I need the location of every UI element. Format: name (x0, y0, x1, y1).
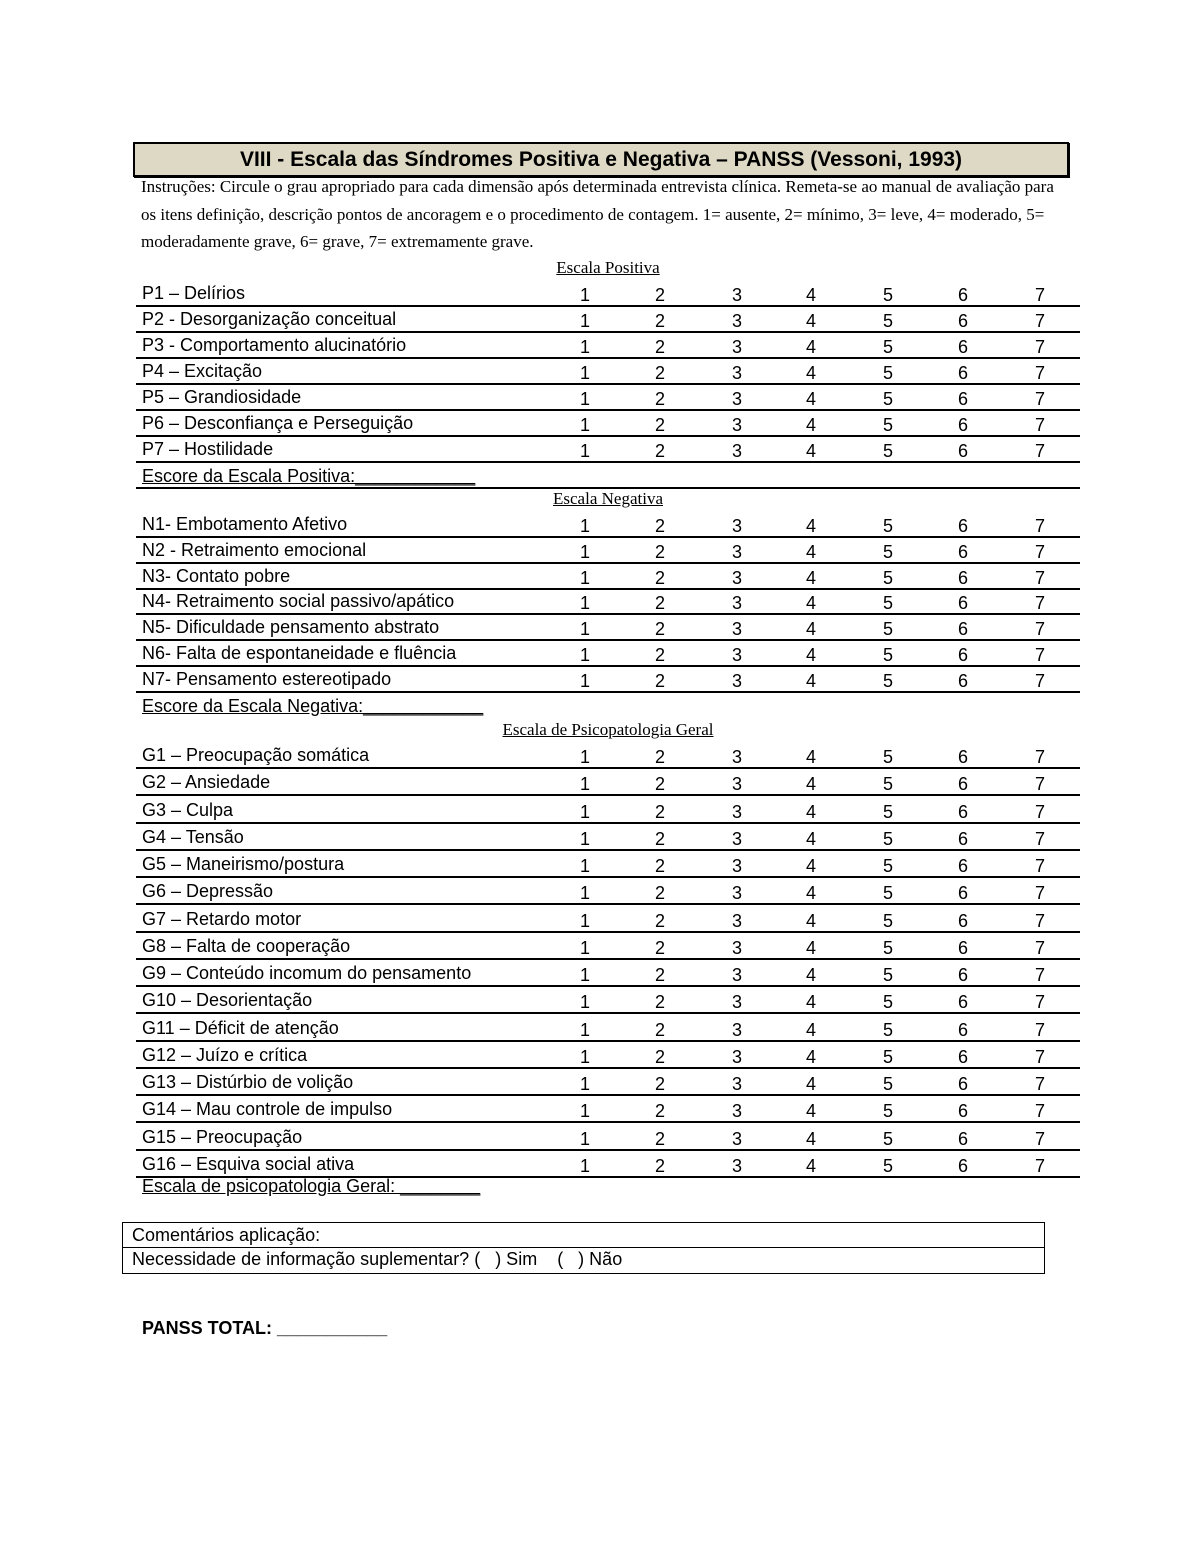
general-item-row (136, 1016, 1080, 1042)
negative-item-row (136, 538, 1080, 564)
rating-option-3[interactable]: 3 (731, 828, 742, 849)
item-label: G2 – Ansiedade (142, 772, 271, 793)
item-label: G4 – Tensão (142, 826, 244, 847)
positive-item-row (136, 437, 1080, 463)
item-label: G15 – Preocupação (142, 1126, 303, 1147)
rating-option-3[interactable]: 3 (731, 645, 742, 665)
general-item-row (136, 1070, 1080, 1096)
item-label: G1 – Preocupação somática (142, 745, 370, 765)
general-item-row (136, 934, 1080, 960)
rating-option-3[interactable]: 3 (731, 937, 742, 958)
rating-option-7[interactable]: 7 (1034, 567, 1045, 588)
general-item-row (136, 907, 1080, 933)
rating-option-1[interactable]: 1 (579, 747, 590, 767)
rating-option-3[interactable]: 3 (731, 389, 742, 409)
rating-option-6[interactable]: 6 (957, 619, 968, 640)
rating-option-2[interactable]: 2 (654, 910, 665, 931)
rating-option-1[interactable]: 1 (579, 1128, 590, 1149)
rating-option-6[interactable]: 6 (957, 441, 968, 461)
rating-option-3[interactable]: 3 (731, 992, 742, 1013)
rating-option-3[interactable]: 3 (731, 619, 742, 640)
item-label: P2 - Desorganização conceitual (142, 309, 397, 329)
rating-option-1[interactable]: 1 (579, 1019, 590, 1040)
rating-option-3[interactable]: 3 (731, 311, 742, 331)
item-label: P3 - Comportamento alucinatório (142, 335, 407, 355)
rating-option-5[interactable]: 5 (882, 285, 893, 305)
rating-option-4[interactable]: 4 (805, 883, 816, 904)
rating-option-4[interactable]: 4 (805, 1155, 816, 1176)
rating-option-2[interactable]: 2 (654, 516, 665, 536)
rating-option-4[interactable]: 4 (805, 363, 816, 383)
comments-box (122, 1222, 1045, 1274)
rating-option-3[interactable]: 3 (731, 541, 742, 562)
rating-option-6[interactable]: 6 (957, 774, 968, 795)
rating-option-4[interactable]: 4 (805, 415, 816, 435)
rating-option-6[interactable]: 6 (957, 285, 968, 305)
rating-option-6[interactable]: 6 (957, 910, 968, 931)
rating-option-2[interactable]: 2 (654, 1046, 665, 1067)
rating-option-1[interactable]: 1 (579, 389, 590, 409)
rating-option-1[interactable]: 1 (579, 965, 590, 985)
rating-option-6[interactable]: 6 (957, 541, 968, 562)
item-label: G12 – Juízo e crítica (142, 1044, 308, 1065)
general-item-row (136, 1125, 1080, 1151)
rating-option-4[interactable]: 4 (805, 541, 816, 562)
rating-option-1[interactable]: 1 (579, 516, 590, 536)
rating-option-1[interactable]: 1 (579, 285, 590, 305)
rating-option-1[interactable]: 1 (579, 593, 590, 614)
rating-option-2[interactable]: 2 (654, 337, 665, 357)
rating-option-5[interactable]: 5 (882, 828, 893, 849)
rating-option-2[interactable]: 2 (654, 828, 665, 849)
rating-option-1[interactable]: 1 (579, 363, 590, 383)
rating-option-4[interactable]: 4 (805, 965, 816, 985)
item-label: G9 – Conteúdo incomum do pensamento (142, 963, 472, 983)
form-title: VIII - Escala das Síndromes Positiva e Negativa – PANSS (Vessoni, 1993) (133, 142, 1069, 177)
rating-option-7[interactable]: 7 (1034, 415, 1045, 435)
rating-option-3[interactable]: 3 (731, 593, 742, 614)
item-label: N1- Embotamento Afetivo (142, 514, 348, 534)
rating-option-5[interactable]: 5 (882, 415, 893, 435)
rating-option-2[interactable]: 2 (654, 567, 665, 588)
rating-option-7[interactable]: 7 (1034, 1101, 1045, 1122)
rating-option-6[interactable]: 6 (957, 567, 968, 588)
rating-option-7[interactable]: 7 (1034, 441, 1045, 461)
rating-option-2[interactable]: 2 (654, 801, 665, 822)
general-item-row (136, 1043, 1080, 1069)
item-label: N6- Falta de espontaneidade e fluência (142, 643, 457, 663)
rating-option-5[interactable]: 5 (882, 593, 893, 614)
positive-item-row (136, 333, 1080, 359)
rating-option-7[interactable]: 7 (1034, 937, 1045, 958)
rating-option-5[interactable]: 5 (882, 883, 893, 904)
negative-item-row (136, 641, 1080, 667)
rating-option-4[interactable]: 4 (805, 747, 816, 767)
rating-option-2[interactable]: 2 (654, 363, 665, 383)
rating-option-5[interactable]: 5 (882, 311, 893, 331)
rating-option-3[interactable]: 3 (731, 910, 742, 931)
rating-option-4[interactable]: 4 (805, 619, 816, 640)
general-section-title: Escala de Psicopatologia Geral (502, 720, 714, 739)
rating-option-6[interactable]: 6 (957, 516, 968, 536)
rating-option-3[interactable]: 3 (731, 1101, 742, 1122)
general-item-row (136, 879, 1080, 905)
rating-option-2[interactable]: 2 (654, 1128, 665, 1149)
rating-option-5[interactable]: 5 (882, 774, 893, 795)
rating-option-1[interactable]: 1 (579, 1074, 590, 1094)
rating-option-3[interactable]: 3 (731, 285, 742, 305)
rating-option-1[interactable]: 1 (579, 337, 590, 357)
rating-option-4[interactable]: 4 (805, 937, 816, 958)
rating-option-4[interactable]: 4 (805, 337, 816, 357)
negative-score-row (136, 694, 1080, 717)
rating-option-6[interactable]: 6 (957, 415, 968, 435)
rating-option-6[interactable]: 6 (957, 1128, 968, 1149)
general-item-row (136, 961, 1080, 987)
rating-option-6[interactable]: 6 (957, 747, 968, 767)
rating-option-6[interactable]: 6 (957, 1046, 968, 1067)
rating-option-3[interactable]: 3 (731, 337, 742, 357)
rating-option-5[interactable]: 5 (882, 567, 893, 588)
rating-option-3[interactable]: 3 (731, 1155, 742, 1176)
rating-option-6[interactable]: 6 (957, 1019, 968, 1040)
rating-option-1[interactable]: 1 (579, 774, 590, 795)
rating-option-3[interactable]: 3 (731, 1074, 742, 1094)
item-label: G11 – Déficit de atenção (142, 1017, 339, 1038)
item-label: G10 – Desorientação (142, 990, 313, 1011)
rating-option-5[interactable]: 5 (882, 441, 893, 461)
item-label: P5 – Grandiosidade (142, 387, 302, 407)
rating-option-5[interactable]: 5 (882, 516, 893, 536)
positive-score-label[interactable]: Escore da Escala Positiva:____________ (142, 466, 476, 486)
rating-option-1[interactable]: 1 (579, 645, 590, 665)
item-label: P1 – Delírios (142, 283, 246, 303)
negative-item-row (136, 512, 1080, 538)
rating-option-1[interactable]: 1 (579, 883, 590, 904)
rating-option-6[interactable]: 6 (957, 1155, 968, 1176)
rating-option-7[interactable]: 7 (1034, 828, 1045, 849)
rating-option-2[interactable]: 2 (654, 415, 665, 435)
rating-option-5[interactable]: 5 (882, 801, 893, 822)
rating-option-4[interactable]: 4 (805, 828, 816, 849)
general-item-row (136, 988, 1080, 1014)
positive-item-row (136, 281, 1080, 307)
rating-option-7[interactable]: 7 (1034, 1155, 1045, 1176)
rating-option-1[interactable]: 1 (579, 441, 590, 461)
rating-option-2[interactable]: 2 (654, 389, 665, 409)
rating-option-4[interactable]: 4 (805, 1046, 816, 1067)
item-label: N3- Contato pobre (142, 565, 291, 586)
item-label: G6 – Depressão (142, 881, 274, 902)
rating-option-6[interactable]: 6 (957, 363, 968, 383)
positive-item-row (136, 411, 1080, 437)
rating-option-2[interactable]: 2 (654, 856, 665, 876)
rating-option-7[interactable]: 7 (1034, 363, 1045, 383)
positive-item-row (136, 359, 1080, 385)
rating-option-1[interactable]: 1 (579, 415, 590, 435)
general-item-row (136, 743, 1080, 769)
rating-option-1[interactable]: 1 (579, 801, 590, 822)
general-item-row (136, 825, 1080, 851)
rating-option-5[interactable]: 5 (882, 1019, 893, 1040)
rating-option-4[interactable]: 4 (805, 1101, 816, 1122)
rating-option-6[interactable]: 6 (957, 856, 968, 876)
rating-option-2[interactable]: 2 (654, 883, 665, 904)
rating-option-3[interactable]: 3 (731, 516, 742, 536)
rating-option-7[interactable]: 7 (1034, 1074, 1045, 1094)
rating-option-4[interactable]: 4 (805, 910, 816, 931)
rating-option-2[interactable]: 2 (654, 645, 665, 665)
rating-option-6[interactable]: 6 (957, 965, 968, 985)
rating-option-1[interactable]: 1 (579, 541, 590, 562)
rating-option-2[interactable]: 2 (654, 1019, 665, 1040)
rating-option-3[interactable]: 3 (731, 965, 742, 985)
general-item-row (136, 798, 1080, 824)
rating-option-4[interactable]: 4 (805, 285, 816, 305)
rating-option-2[interactable]: 2 (654, 1101, 665, 1122)
rating-option-7[interactable]: 7 (1034, 619, 1045, 640)
rating-option-2[interactable]: 2 (654, 747, 665, 767)
rating-option-5[interactable]: 5 (882, 645, 893, 665)
rating-option-7[interactable]: 7 (1034, 1128, 1045, 1149)
rating-option-1[interactable]: 1 (579, 992, 590, 1013)
rating-option-1[interactable]: 1 (579, 828, 590, 849)
rating-option-5[interactable]: 5 (882, 363, 893, 383)
rating-option-2[interactable]: 2 (654, 441, 665, 461)
positive-section-title: Escala Positiva (556, 258, 660, 277)
negative-item-row (136, 615, 1080, 641)
rating-option-4[interactable]: 4 (805, 774, 816, 795)
rating-option-4[interactable]: 4 (805, 992, 816, 1013)
rating-option-1[interactable]: 1 (579, 1101, 590, 1122)
rating-option-7[interactable]: 7 (1034, 541, 1045, 562)
rating-option-7[interactable]: 7 (1034, 1046, 1045, 1067)
rating-option-5[interactable]: 5 (882, 1101, 893, 1122)
item-label: G13 – Distúrbio de volição (142, 1072, 354, 1092)
item-label: G16 – Esquiva social ativa (142, 1153, 355, 1174)
rating-option-3[interactable]: 3 (731, 1128, 742, 1149)
rating-option-1[interactable]: 1 (579, 567, 590, 588)
rating-option-2[interactable]: 2 (654, 774, 665, 795)
rating-option-2[interactable]: 2 (654, 593, 665, 614)
rating-option-5[interactable]: 5 (882, 1155, 893, 1176)
rating-option-7[interactable]: 7 (1034, 883, 1045, 904)
rating-option-6[interactable]: 6 (957, 937, 968, 958)
rating-option-4[interactable]: 4 (805, 389, 816, 409)
rating-option-4[interactable]: 4 (805, 1019, 816, 1040)
rating-option-7[interactable]: 7 (1034, 856, 1045, 876)
rating-option-7[interactable]: 7 (1034, 516, 1045, 536)
rating-option-7[interactable]: 7 (1034, 801, 1045, 822)
rating-option-2[interactable]: 2 (654, 992, 665, 1013)
item-label: G3 – Culpa (142, 799, 234, 820)
general-score-label[interactable]: Escala de psicopatologia Geral: ________ (142, 1176, 481, 1196)
negative-item-row (136, 564, 1080, 590)
comments-label: Comentários aplicação: (132, 1225, 321, 1245)
rating-option-5[interactable]: 5 (882, 856, 893, 876)
rating-option-3[interactable]: 3 (731, 415, 742, 435)
rating-option-6[interactable]: 6 (957, 389, 968, 409)
rating-option-7[interactable]: 7 (1034, 389, 1045, 409)
rating-option-5[interactable]: 5 (882, 992, 893, 1013)
positive-score-row (136, 464, 1080, 489)
rating-option-3[interactable]: 3 (731, 1046, 742, 1067)
comments-divider (123, 1247, 1044, 1248)
general-item-row (136, 852, 1080, 878)
rating-option-6[interactable]: 6 (957, 337, 968, 357)
rating-option-7[interactable]: 7 (1034, 992, 1045, 1013)
rating-option-6[interactable]: 6 (957, 883, 968, 904)
rating-option-6[interactable]: 6 (957, 1074, 968, 1094)
negative-score-label[interactable]: Escore da Escala Negativa:____________ (142, 696, 484, 716)
rating-option-7[interactable]: 7 (1034, 285, 1045, 305)
item-label: G14 – Mau controle de impulso (142, 1099, 393, 1120)
rating-option-5[interactable]: 5 (882, 1128, 893, 1149)
rating-option-4[interactable]: 4 (805, 516, 816, 536)
rating-option-1[interactable]: 1 (579, 937, 590, 958)
item-label: N7- Pensamento estereotipado (142, 668, 392, 689)
rating-option-7[interactable]: 7 (1034, 670, 1045, 691)
item-label: N2 - Retraimento emocional (142, 539, 367, 560)
rating-option-4[interactable]: 4 (805, 670, 816, 691)
rating-option-5[interactable]: 5 (882, 937, 893, 958)
general-item-row (136, 1097, 1080, 1123)
rating-option-6[interactable]: 6 (957, 828, 968, 849)
item-label: G5 – Maneirismo/postura (142, 854, 345, 874)
item-label: N5- Dificuldade pensamento abstrato (142, 617, 440, 638)
rating-option-7[interactable]: 7 (1034, 1019, 1045, 1040)
item-label: P6 – Desconfiança e Perseguição (142, 413, 414, 433)
rating-option-2[interactable]: 2 (654, 965, 665, 985)
rating-option-3[interactable]: 3 (731, 363, 742, 383)
supplementary-info-question: Necessidade de informação suplementar? ( ) Sim ( ) Não (132, 1249, 623, 1269)
negative-item-row (136, 667, 1080, 693)
rating-option-3[interactable]: 3 (731, 747, 742, 767)
rating-option-2[interactable]: 2 (654, 670, 665, 691)
rating-option-7[interactable]: 7 (1034, 593, 1045, 614)
rating-option-5[interactable]: 5 (882, 337, 893, 357)
negative-section-title: Escala Negativa (553, 489, 663, 508)
rating-option-6[interactable]: 6 (957, 992, 968, 1013)
negative-item-row (136, 589, 1080, 615)
rating-option-2[interactable]: 2 (654, 541, 665, 562)
item-label: G8 – Falta de cooperação (142, 935, 351, 956)
positive-item-row (136, 385, 1080, 411)
rating-option-3[interactable]: 3 (731, 670, 742, 691)
rating-option-5[interactable]: 5 (882, 1046, 893, 1067)
rating-option-4[interactable]: 4 (805, 856, 816, 876)
rating-option-3[interactable]: 3 (731, 774, 742, 795)
rating-option-2[interactable]: 2 (654, 619, 665, 640)
rating-option-1[interactable]: 1 (579, 1155, 590, 1176)
general-item-row (136, 770, 1080, 796)
general-score-row (136, 1174, 1080, 1197)
rating-option-2[interactable]: 2 (654, 285, 665, 305)
rating-option-4[interactable]: 4 (805, 441, 816, 461)
rating-option-6[interactable]: 6 (957, 311, 968, 331)
rating-option-5[interactable]: 5 (882, 910, 893, 931)
rating-option-5[interactable]: 5 (882, 619, 893, 640)
item-label: N4- Retraimento social passivo/apático (142, 591, 455, 612)
rating-option-7[interactable]: 7 (1034, 965, 1045, 985)
rating-option-5[interactable]: 5 (882, 670, 893, 691)
rating-option-7[interactable]: 7 (1034, 910, 1045, 931)
item-label: G7 – Retardo motor (142, 908, 302, 929)
rating-option-2[interactable]: 2 (654, 311, 665, 331)
rating-option-3[interactable]: 3 (731, 567, 742, 588)
rating-option-5[interactable]: 5 (882, 541, 893, 562)
rating-option-4[interactable]: 4 (805, 645, 816, 665)
rating-option-2[interactable]: 2 (654, 1155, 665, 1176)
rating-option-3[interactable]: 3 (731, 883, 742, 904)
rating-option-1[interactable]: 1 (579, 619, 590, 640)
item-label: P4 – Excitação (142, 361, 263, 381)
rating-option-1[interactable]: 1 (579, 311, 590, 331)
positive-item-row (136, 307, 1080, 333)
rating-option-6[interactable]: 6 (957, 645, 968, 665)
rating-option-1[interactable]: 1 (579, 910, 590, 931)
rating-option-3[interactable]: 3 (731, 856, 742, 876)
rating-option-1[interactable]: 1 (579, 670, 590, 691)
rating-option-5[interactable]: 5 (882, 1074, 893, 1094)
rating-option-6[interactable]: 6 (957, 593, 968, 614)
rating-option-7[interactable]: 7 (1034, 311, 1045, 331)
rating-option-1[interactable]: 1 (579, 1046, 590, 1067)
rating-option-4[interactable]: 4 (805, 801, 816, 822)
rating-option-3[interactable]: 3 (731, 441, 742, 461)
rating-option-4[interactable]: 4 (805, 1128, 816, 1149)
rating-option-6[interactable]: 6 (957, 801, 968, 822)
instructions-text: Instruções: Circule o grau apropriado para cada dimensão após determinada entrevista clínica. Remeta-se ao manual de avaliação para os itens definição, descrição pontos de ancoragem e o procedimento de contagem. 1= ausente, 2= mínimo, 3= leve, 4= moderado, 5= moderadamente grave, 6= grave, 7= extremamente grave. (141, 177, 1054, 251)
rating-option-4[interactable]: 4 (805, 1074, 816, 1094)
rating-option-2[interactable]: 2 (654, 1074, 665, 1094)
rating-option-4[interactable]: 4 (805, 311, 816, 331)
rating-option-7[interactable]: 7 (1034, 645, 1045, 665)
rating-option-7[interactable]: 7 (1034, 337, 1045, 357)
rating-option-5[interactable]: 5 (882, 389, 893, 409)
rating-option-3[interactable]: 3 (731, 1019, 742, 1040)
item-label: P7 – Hostilidade (142, 439, 274, 459)
rating-option-7[interactable]: 7 (1034, 774, 1045, 795)
rating-option-4[interactable]: 4 (805, 567, 816, 588)
rating-option-6[interactable]: 6 (957, 1101, 968, 1122)
rating-option-3[interactable]: 3 (731, 801, 742, 822)
rating-option-4[interactable]: 4 (805, 593, 816, 614)
rating-option-5[interactable]: 5 (882, 965, 893, 985)
rating-option-6[interactable]: 6 (957, 670, 968, 691)
rating-option-2[interactable]: 2 (654, 937, 665, 958)
rating-option-5[interactable]: 5 (882, 747, 893, 767)
rating-option-1[interactable]: 1 (579, 856, 590, 876)
rating-option-7[interactable]: 7 (1034, 747, 1045, 767)
panss-total: PANSS TOTAL: ___________ (142, 1318, 388, 1338)
